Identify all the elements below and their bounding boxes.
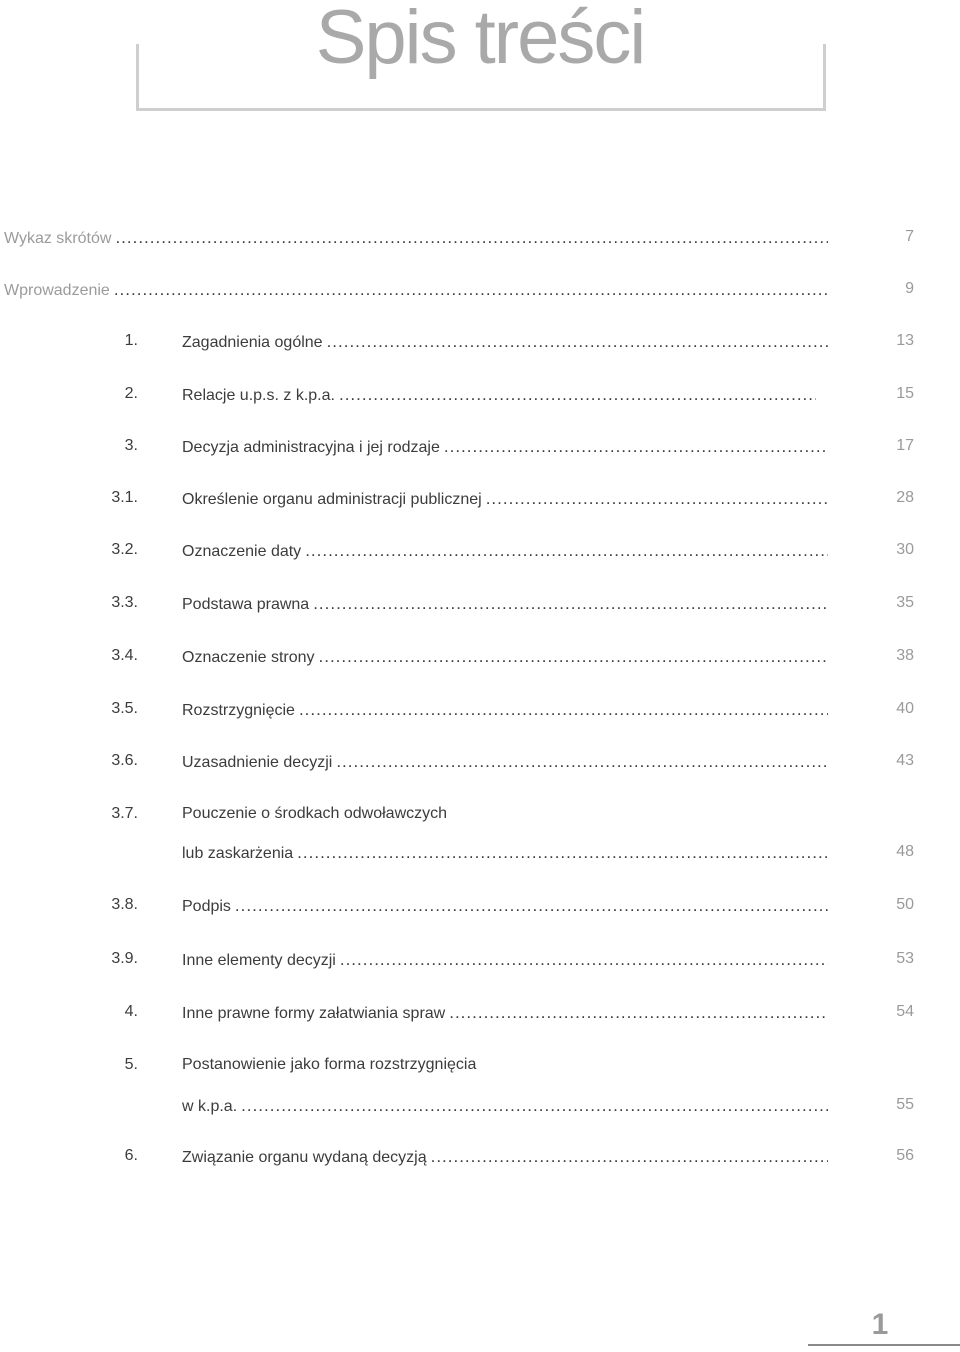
toc-page-number: 55 [896, 1096, 914, 1113]
toc-entry[interactable] [0, 896, 960, 932]
toc-page-number: 43 [896, 752, 914, 769]
toc-entry[interactable] [0, 594, 960, 630]
toc-page-number: 15 [896, 385, 914, 402]
toc-entry[interactable] [0, 700, 960, 736]
leader-dots [431, 1147, 828, 1167]
toc-entry-abbreviations[interactable] [0, 228, 960, 264]
toc-entry-label: Uzasadnienie decyzji [182, 754, 333, 771]
leader-dots [339, 385, 816, 405]
leader-dots [297, 843, 828, 863]
toc-entry-label: Rozstrzygnięcie [182, 702, 295, 719]
toc-page-number: 56 [896, 1147, 914, 1164]
toc-entry-number: 3.7. [111, 805, 138, 822]
toc-entry-number: 3. [124, 437, 138, 454]
toc-entry[interactable] [0, 1147, 960, 1183]
footer-rule [808, 1344, 960, 1346]
leader-dots [235, 896, 828, 916]
toc-page-number: 38 [896, 647, 914, 664]
page-title: Spis treści [315, 0, 645, 80]
toc-entry-number: 3.6. [111, 752, 138, 769]
toc-entry[interactable] [0, 541, 960, 577]
toc-page-number: 17 [896, 437, 914, 454]
leader-dots [327, 332, 828, 352]
toc-page-number: 13 [896, 332, 914, 349]
toc-entry-label: Wykaz skrótów [4, 230, 112, 247]
toc-entry[interactable] [0, 437, 960, 473]
leader-dots [340, 950, 828, 970]
toc-entry[interactable] [0, 647, 960, 683]
toc-entry-label: Relacje u.p.s. z k.p.a. [182, 387, 335, 404]
toc-entry-label-line1: Postanowienie jako forma rozstrzygnięcia [182, 1056, 477, 1073]
toc-entry[interactable] [0, 752, 960, 788]
leader-dots [115, 228, 828, 248]
toc-entry[interactable] [0, 489, 960, 525]
toc-page-number: 28 [896, 489, 914, 506]
toc-entry-number: 6. [124, 1147, 138, 1164]
toc-entry-number: 3.4. [111, 647, 138, 664]
leader-dots [336, 752, 828, 772]
toc-entry[interactable] [0, 805, 960, 885]
toc-entry-label: Decyzja administracyjna i jej rodzaje [182, 439, 440, 456]
toc-entry-label: lub zaskarżenia [182, 845, 294, 862]
toc-page-number: 54 [896, 1003, 914, 1020]
toc-page-number: 7 [905, 228, 914, 245]
toc-entry-number: 2. [124, 385, 138, 402]
toc-entry-label: Zagadnienia ogólne [182, 334, 323, 351]
toc-entry-label: Oznaczenie daty [182, 543, 302, 560]
toc-entry-number: 3.8. [111, 896, 138, 913]
toc-entry-number: 5. [124, 1056, 138, 1073]
toc-entry-label: Oznaczenie strony [182, 649, 315, 666]
toc-page-number: 40 [896, 700, 914, 717]
toc-page-number: 30 [896, 541, 914, 558]
toc-entry-label-line1: Pouczenie o środkach odwoławczych [182, 805, 448, 822]
page-number: 1 [871, 1308, 889, 1341]
leader-dots [313, 594, 828, 614]
toc-page-number: 9 [905, 280, 914, 297]
toc-page-number: 48 [896, 843, 914, 860]
toc-entry[interactable] [0, 1003, 960, 1039]
toc-entry-label: Inne elementy decyzji [182, 952, 336, 969]
toc-entry[interactable] [0, 1056, 960, 1136]
toc-entry-number: 3.1. [111, 489, 138, 506]
toc-entry-label: w k.p.a. [182, 1098, 238, 1115]
toc-page-number: 53 [896, 950, 914, 967]
toc-entry-label: Określenie organu administracji publicznej [182, 491, 482, 508]
leader-dots [241, 1096, 828, 1116]
leader-dots [319, 647, 828, 667]
toc-page-number: 35 [896, 594, 914, 611]
toc-entry-introduction[interactable] [0, 280, 960, 316]
toc-entry[interactable] [0, 385, 960, 421]
toc-entry-number: 3.3. [111, 594, 138, 611]
leader-dots [114, 280, 828, 300]
toc-entry-number: 3.9. [111, 950, 138, 967]
toc-entry-number: 1. [124, 332, 138, 349]
leader-dots [305, 541, 828, 561]
toc-page-number: 50 [896, 896, 914, 913]
toc-entry-label: Wprowadzenie [4, 282, 110, 299]
leader-dots [486, 489, 828, 509]
leader-dots [299, 700, 828, 720]
toc-entry-number: 4. [124, 1003, 138, 1020]
toc-entry-label: Podstawa prawna [182, 596, 310, 613]
toc-entry[interactable] [0, 332, 960, 368]
toc-entry-label: Związanie organu wydaną decyzją [182, 1149, 427, 1166]
toc-entry[interactable] [0, 950, 960, 986]
leader-dots [444, 437, 828, 457]
toc-entry-number: 3.2. [111, 541, 138, 558]
toc-entry-number: 3.5. [111, 700, 138, 717]
toc-entry-label: Podpis [182, 898, 231, 915]
leader-dots [449, 1003, 828, 1023]
toc-entry-label: Inne prawne formy załatwiania spraw [182, 1005, 446, 1022]
